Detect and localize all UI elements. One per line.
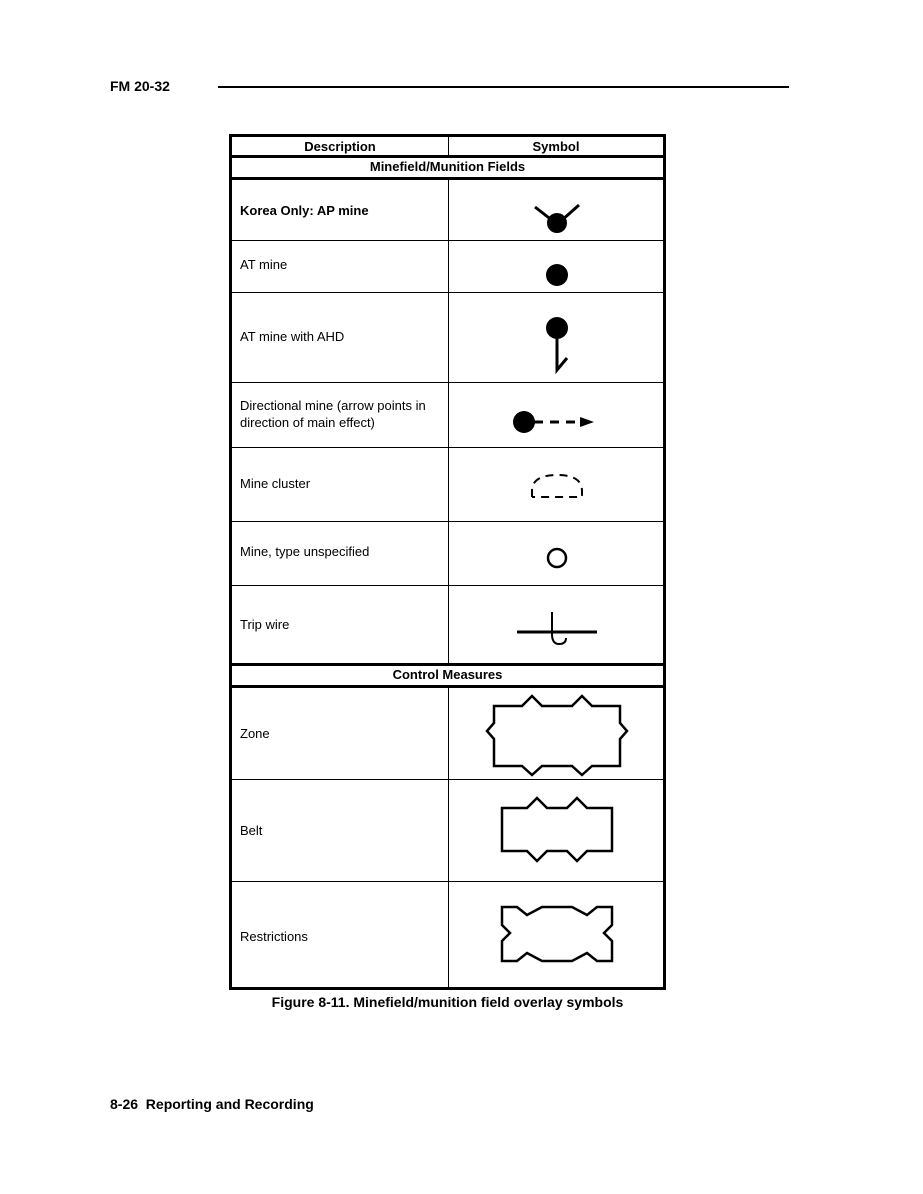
- row-description: Restrictions: [240, 929, 308, 944]
- row-description: Zone: [240, 726, 270, 741]
- document-id: FM 20-32: [110, 78, 170, 94]
- symbols-table: [229, 134, 666, 990]
- figure-caption: Figure 8-11. Minefield/munition field overlay symbols: [271, 994, 624, 1010]
- row-description: Korea Only: AP mine: [240, 203, 369, 218]
- row-description: AT mine: [240, 257, 288, 272]
- table-rule: [232, 663, 663, 666]
- mine-cluster-symbol: [450, 448, 663, 521]
- row-description: Mine cluster: [240, 476, 311, 491]
- row-description: Directional mine (arrow points in direction of main effect): [240, 398, 426, 430]
- row-description: AT mine with AHD: [240, 329, 345, 344]
- column-header-description: Description: [304, 139, 376, 154]
- ap-mine-symbol: [450, 180, 663, 240]
- column-divider: [448, 137, 449, 155]
- page-footer: 8-26 Reporting and Recording: [110, 1096, 314, 1112]
- header-rule: [218, 86, 789, 88]
- at-mine-ahd-symbol: [450, 293, 663, 382]
- trip-wire-symbol: [450, 586, 663, 663]
- directional-mine-symbol: [450, 383, 663, 447]
- column-divider: [448, 180, 449, 663]
- row-description: Mine, type unspecified: [240, 544, 370, 559]
- row-description: Trip wire: [240, 617, 290, 632]
- section-header-control-measures: Control Measures: [392, 667, 503, 682]
- restrictions-symbol: [450, 882, 663, 988]
- column-divider: [448, 688, 449, 987]
- belt-symbol: [450, 780, 663, 881]
- table-rule: [232, 155, 663, 158]
- zone-symbol: [450, 688, 663, 779]
- row-description: Belt: [240, 823, 263, 838]
- mine-unspecified-symbol: [450, 522, 663, 585]
- at-mine-symbol: [450, 241, 663, 292]
- section-header-minefields: Minefield/Munition Fields: [369, 159, 526, 174]
- column-header-symbol: Symbol: [532, 139, 580, 154]
